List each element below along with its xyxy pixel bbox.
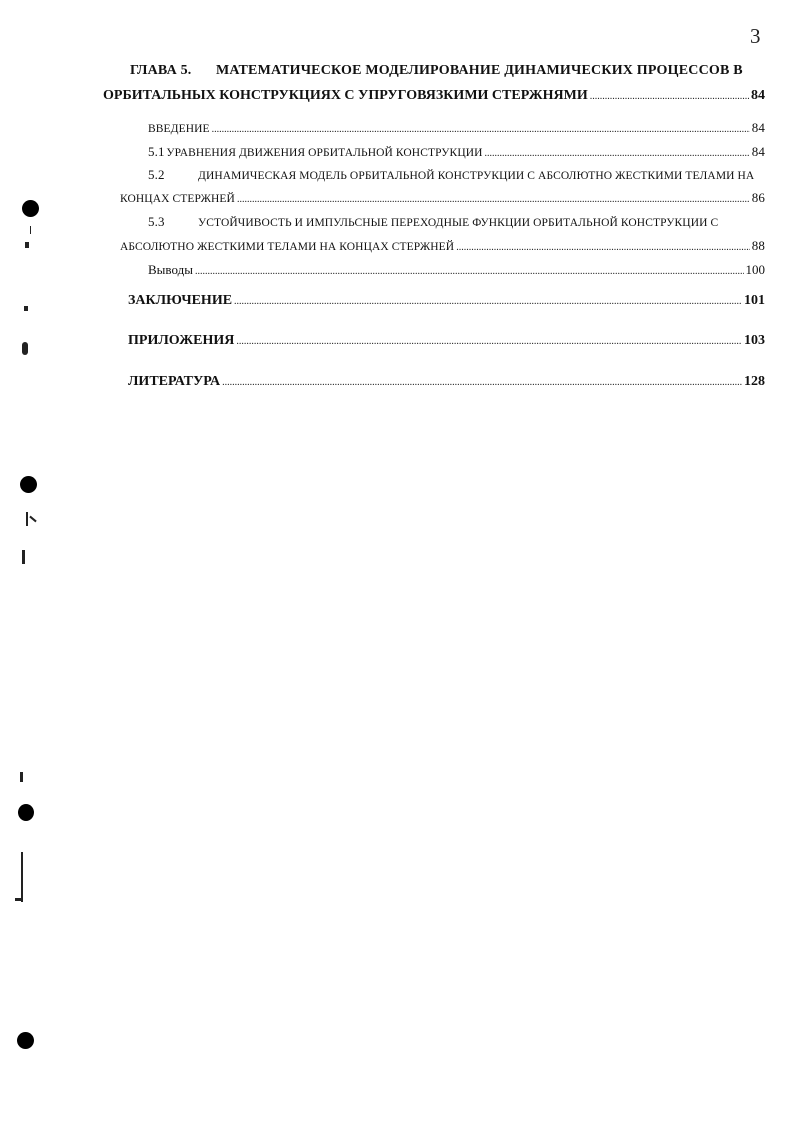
toc-entry-5-2-line2 [120, 190, 765, 206]
chapter-title-line1: МАТЕМАТИЧЕСКОЕ МОДЕЛИРОВАНИЕ ДИНАМИЧЕСКИХ ПРОЦЕССОВ В [216, 63, 743, 78]
toc-section-title: ЛИТЕРАТУРА [128, 374, 221, 389]
toc-section-title: ЗАКЛЮЧЕНИЕ [128, 293, 233, 308]
toc-entry-5-3-line1 [148, 214, 718, 230]
chapter-number: ГЛАВА 5. [130, 63, 192, 78]
scan-mark [21, 852, 23, 902]
toc-entry-title: Выводы [148, 262, 193, 277]
dot-leader [485, 148, 750, 159]
chapter-heading-line1 [130, 63, 770, 79]
chapter-heading-line2 [103, 88, 765, 104]
toc-section-conclusion [128, 293, 765, 309]
toc-entry-title-line2: АБСОЛЮТНО ЖЕСТКИМИ ТЕЛАМИ НА КОНЦАХ СТЕРЖНЕЙ [120, 241, 455, 253]
toc-entry-5-1 [148, 144, 765, 160]
toc-entry-page: 86 [751, 190, 765, 205]
dot-leader [237, 194, 750, 205]
toc-section-appendices [128, 333, 765, 349]
punch-hole [17, 1032, 34, 1049]
dot-leader [222, 377, 742, 388]
toc-entry-title-line2: КОНЦАХ СТЕРЖНЕЙ [120, 193, 235, 205]
toc-section-page: 128 [744, 374, 765, 389]
scan-mark [22, 550, 25, 564]
punch-hole [22, 200, 39, 217]
toc-section-page: 103 [744, 333, 765, 348]
punch-hole [18, 804, 34, 821]
page-number: 3 [750, 24, 761, 48]
toc-entry-page: 84 [751, 120, 765, 135]
toc-section-title: ПРИЛОЖЕНИЯ [128, 333, 235, 348]
dot-leader [212, 124, 750, 135]
scan-mark [22, 342, 28, 355]
dot-leader [234, 296, 742, 307]
toc-entry-title-line1: ДИНАМИЧЕСКАЯ МОДЕЛЬ ОРБИТАЛЬНОЙ КОНСТРУКЦИИ С АБСОЛЮТНО ЖЕСТКИМИ ТЕЛАМИ НА [198, 170, 755, 182]
scan-mark [26, 512, 28, 526]
scan-mark [29, 516, 36, 523]
chapter-page: 84 [751, 88, 765, 103]
dot-leader [195, 266, 744, 277]
scan-mark [20, 772, 23, 782]
toc-entry-page: 100 [745, 262, 765, 277]
scan-mark [15, 898, 22, 901]
dot-leader [236, 336, 742, 347]
toc-entry-page: 84 [751, 144, 765, 159]
punch-hole [20, 476, 37, 493]
toc-entry-intro [148, 120, 765, 136]
section-number: 5.1 [148, 144, 165, 159]
dot-leader [590, 91, 749, 102]
dot-leader [456, 242, 750, 253]
toc-entry-conclusions [148, 262, 765, 278]
scan-mark [24, 306, 28, 311]
toc-entry-title-line1: УСТОЙЧИВОСТЬ И ИМПУЛЬСНЫЕ ПЕРЕХОДНЫЕ ФУНКЦИИ ОРБИТАЛЬНОЙ КОНСТРУКЦИИ С [198, 217, 719, 229]
toc-entry-5-3-line2 [120, 238, 765, 254]
chapter-title-line2: ОРБИТАЛЬНЫХ КОНСТРУКЦИЯХ С УПРУГОВЯЗКИМИ СТЕРЖНЯМИ [103, 88, 588, 103]
section-number: 5.2 [148, 167, 165, 182]
toc-section-literature [128, 374, 765, 390]
section-number: 5.3 [148, 214, 165, 229]
scan-mark [30, 226, 31, 234]
scan-mark [25, 242, 29, 248]
toc-entry-5-2-line1 [148, 167, 754, 183]
toc-entry-title: ВВЕДЕНИЕ [148, 123, 210, 135]
toc-entry-title: УРАВНЕНИЯ ДВИЖЕНИЯ ОРБИТАЛЬНОЙ КОНСТРУКЦИИ [166, 147, 483, 159]
toc-section-page: 101 [744, 293, 765, 308]
toc-entry-page: 88 [751, 238, 765, 253]
